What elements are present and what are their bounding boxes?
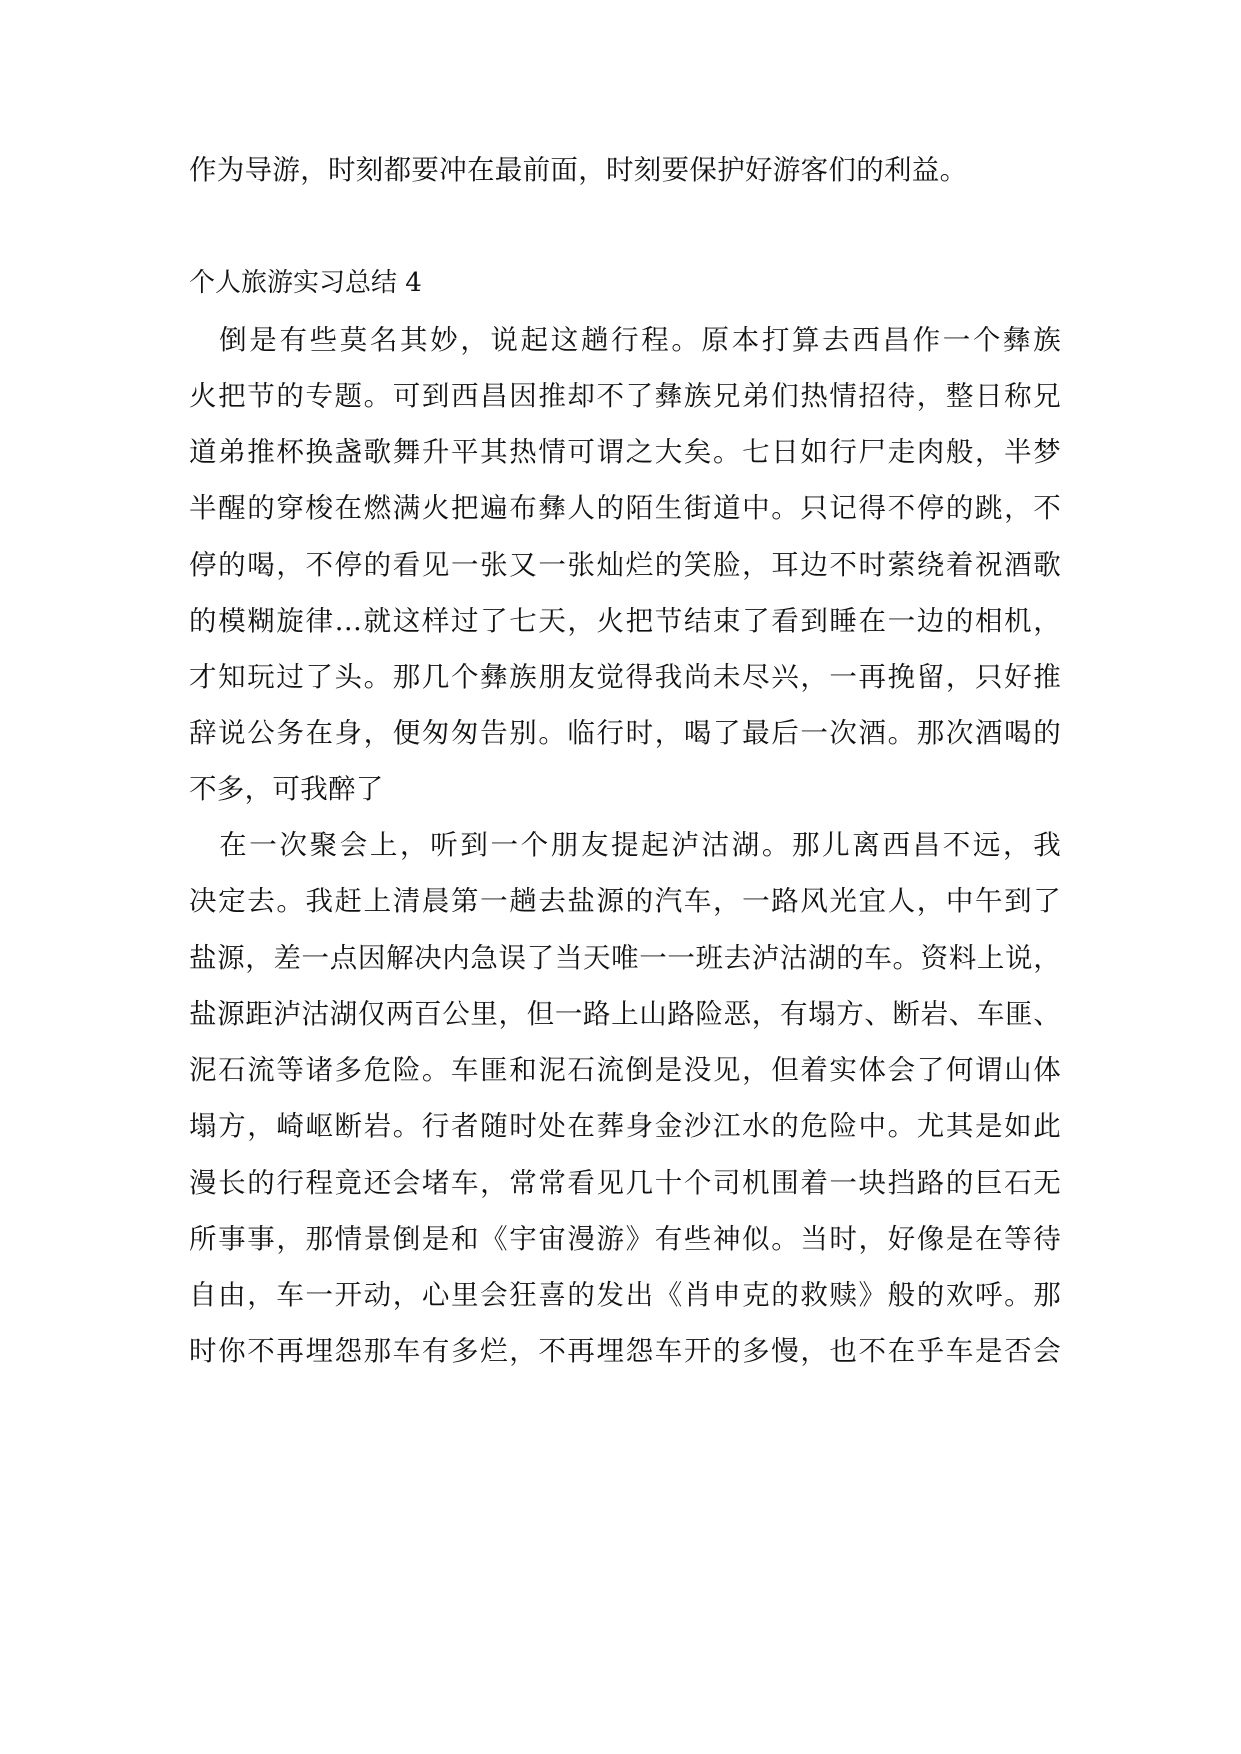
intro-line: 作为导游，时刻都要冲在最前面，时刻要保护好游客们的利益。 xyxy=(189,154,968,186)
paragraph-line: 盐源，差一点因解决内急误了当天唯一一班去泸沽湖的车。资料上说， xyxy=(189,942,1061,974)
paragraph-line: 塌方，崎岖断岩。行者随时处在葬身金沙江水的危险中。尤其是如此 xyxy=(189,1110,1061,1142)
paragraph-line: 的模糊旋律…就这样过了七天，火把节结束了看到睡在一边的相机， xyxy=(189,605,1061,637)
paragraph-line: 在一次聚会上，听到一个朋友提起泸沽湖。那儿离西昌不远，我 xyxy=(189,829,1061,861)
paragraph-line: 泥石流等诸多危险。车匪和泥石流倒是没见，但着实体会了何谓山体 xyxy=(189,1054,1061,1086)
paragraph-line: 道弟推杯换盏歌舞升平其热情可谓之大矣。七日如行尸走肉般，半梦 xyxy=(189,436,1061,468)
paragraph-line: 决定去。我赶上清晨第一趟去盐源的汽车，一路风光宜人，中午到了 xyxy=(189,885,1061,917)
paragraph-line: 不多，可我醉了 xyxy=(189,773,384,805)
paragraph-line: 半醒的穿梭在燃满火把遍布彝人的陌生街道中。只记得不停的跳，不 xyxy=(189,492,1061,524)
paragraph-line: 盐源距泸沽湖仅两百公里，但一路上山路险恶，有塌方、断岩、车匪、 xyxy=(189,998,1061,1030)
section-title: 个人旅游实习总结 4 xyxy=(189,268,422,298)
paragraph-line: 火把节的专题。可到西昌因推却不了彝族兄弟们热情招待，整日称兄 xyxy=(189,380,1061,412)
paragraph-line: 才知玩过了头。那几个彝族朋友觉得我尚未尽兴，一再挽留，只好推 xyxy=(189,661,1061,693)
paragraph-line: 所事事，那情景倒是和《宇宙漫游》有些神似。当时，好像是在等待 xyxy=(189,1223,1061,1255)
paragraph-line: 漫长的行程竟还会堵车，常常看见几十个司机围着一块挡路的巨石无 xyxy=(189,1167,1061,1199)
paragraph-line: 辞说公务在身，便匆匆告别。临行时，喝了最后一次酒。那次酒喝的 xyxy=(189,717,1061,749)
paragraph-line: 停的喝，不停的看见一张又一张灿烂的笑脸，耳边不时萦绕着祝酒歌 xyxy=(189,549,1061,581)
paragraph-line: 倒是有些莫名其妙，说起这趟行程。原本打算去西昌作一个彝族 xyxy=(189,324,1061,356)
paragraph-line: 时你不再埋怨那车有多烂，不再埋怨车开的多慢，也不在乎车是否会 xyxy=(189,1335,1061,1367)
paragraph-line: 自由，车一开动，心里会狂喜的发出《肖申克的救赎》般的欢呼。那 xyxy=(189,1279,1061,1311)
